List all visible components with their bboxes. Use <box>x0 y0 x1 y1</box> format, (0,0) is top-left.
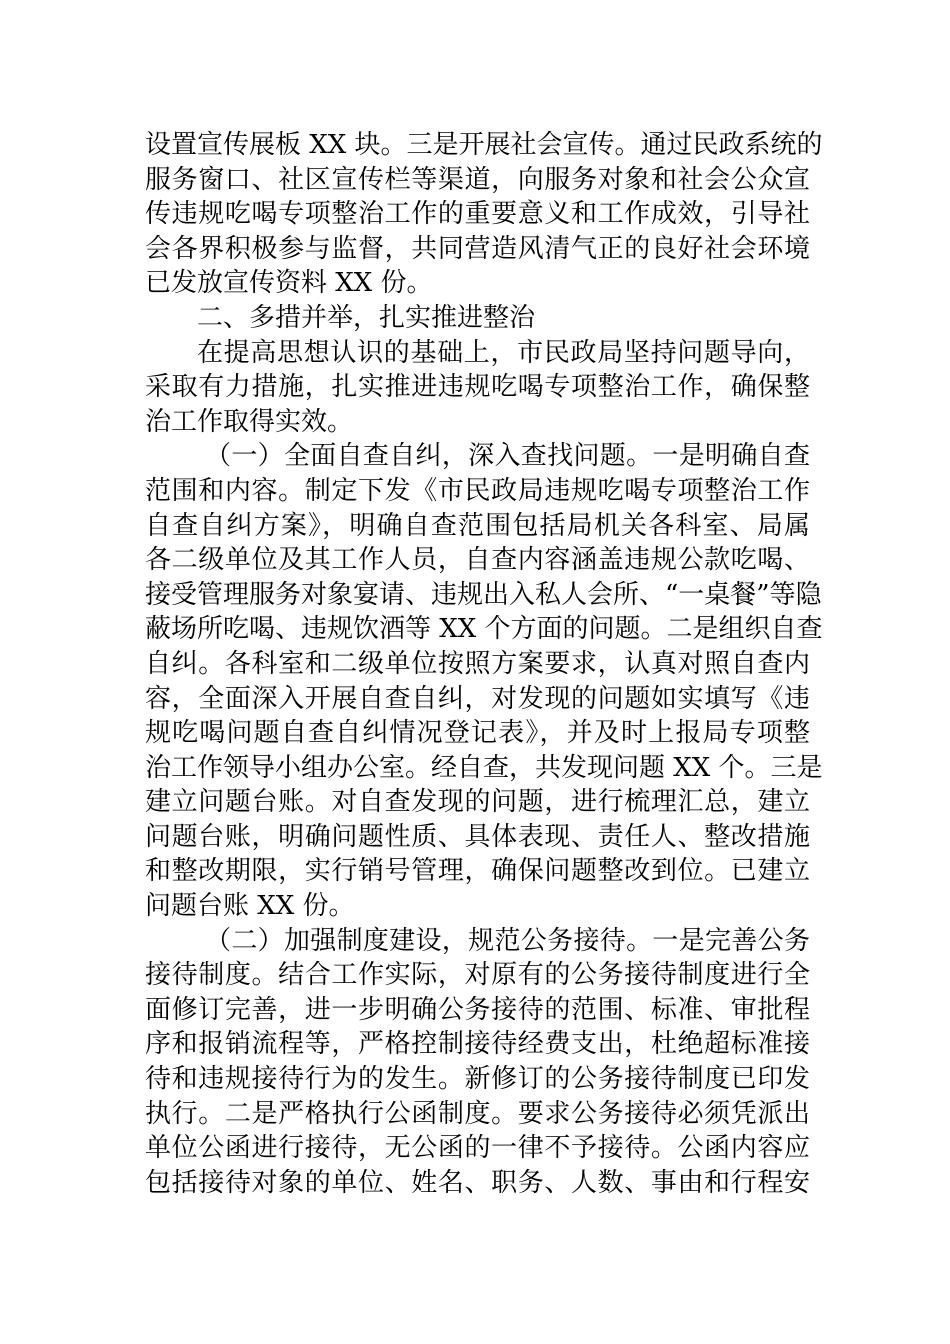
text-line: 各二级单位及其工作人员，自查内容涵盖违规公款吃喝、 <box>145 545 810 576</box>
text-line: 会各界积极参与监督，共同营造风清气正的良好社会环境 <box>145 233 810 264</box>
text-line: 已发放宣传资料 XX 份。 <box>145 268 433 299</box>
text-line: 传违规吃喝专项整治工作的重要意义和工作成效，引导社 <box>145 199 810 230</box>
text-line: 序和报销流程等，严格控制接待经费支出，杜绝超标准接 <box>145 1029 810 1060</box>
text-line: 规吃喝问题自查自纠情况登记表》，并及时上报局专项整 <box>145 718 810 749</box>
text-line: 治工作领导小组办公室。经自查，共发现问题 XX 个。三是 <box>145 752 823 783</box>
text-line: 容，全面深入开展自查自纠，对发现的问题如实填写《违 <box>145 683 810 714</box>
text-line: 面修订完善，进一步明确公务接待的范围、标准、审批程 <box>145 994 810 1025</box>
paragraph-first-line: 在提高思想认识的基础上，市民政局坚持问题导向， <box>197 337 810 368</box>
paragraph-first-line: （二）加强制度建设，规范公务接待。一是完善公务 <box>205 925 810 956</box>
text-line: 问题台账 XX 份。 <box>145 891 355 922</box>
text-line: 接待制度。结合工作实际，对原有的公务接待制度进行全 <box>145 960 810 991</box>
text-line: 治工作取得实效。 <box>145 406 354 437</box>
text-line: 服务窗口、社区宣传栏等渠道，向服务对象和社会公众宣 <box>145 164 810 195</box>
text-line: 设置宣传展板 XX 块。三是开展社会宣传。通过民政系统的 <box>145 130 823 160</box>
text-line: 蔽场所吃喝、违规饮酒等 XX 个方面的问题。二是组织自查 <box>145 614 823 645</box>
text-line: 待和违规接待行为的发生。新修订的公务接待制度已印发 <box>145 1064 810 1095</box>
section-heading: 二、多措并举，扎实推进整治 <box>197 302 536 333</box>
text-line: 自纠。各科室和二级单位按照方案要求，认真对照自查内 <box>145 648 810 679</box>
text-line: 建立问题台账。对自查发现的问题，进行梳理汇总，建立 <box>145 787 810 818</box>
text-line: 单位公函进行接待，无公函的一律不予接待。公函内容应 <box>145 1133 810 1164</box>
text-line: 问题台账，明确问题性质、具体表现、责任人、整改措施 <box>145 821 810 852</box>
text-line: 采取有力措施，扎实推进违规吃喝专项整治工作，确保整 <box>145 372 810 403</box>
text-line: 包括接待对象的单位、姓名、职务、人数、事由和行程安 <box>145 1167 810 1198</box>
text-line: 和整改期限，实行销号管理，确保问题整改到位。已建立 <box>145 856 810 887</box>
paragraph-first-line: （一）全面自查自纠，深入查找问题。一是明确自查 <box>205 441 810 472</box>
text-line: 接受管理服务对象宴请、违规出入私人会所、“一桌餐”等隐 <box>145 579 822 610</box>
text-line: 执行。二是严格执行公函制度。要求公务接待必须凭派出 <box>145 1098 810 1129</box>
document-body <box>145 128 823 1200</box>
text-line: 自查自纠方案》，明确自查范围包括局机关各科室、局属 <box>145 510 810 541</box>
text-line: 范围和内容。制定下发《市民政局违规吃喝专项整治工作 <box>145 475 810 506</box>
